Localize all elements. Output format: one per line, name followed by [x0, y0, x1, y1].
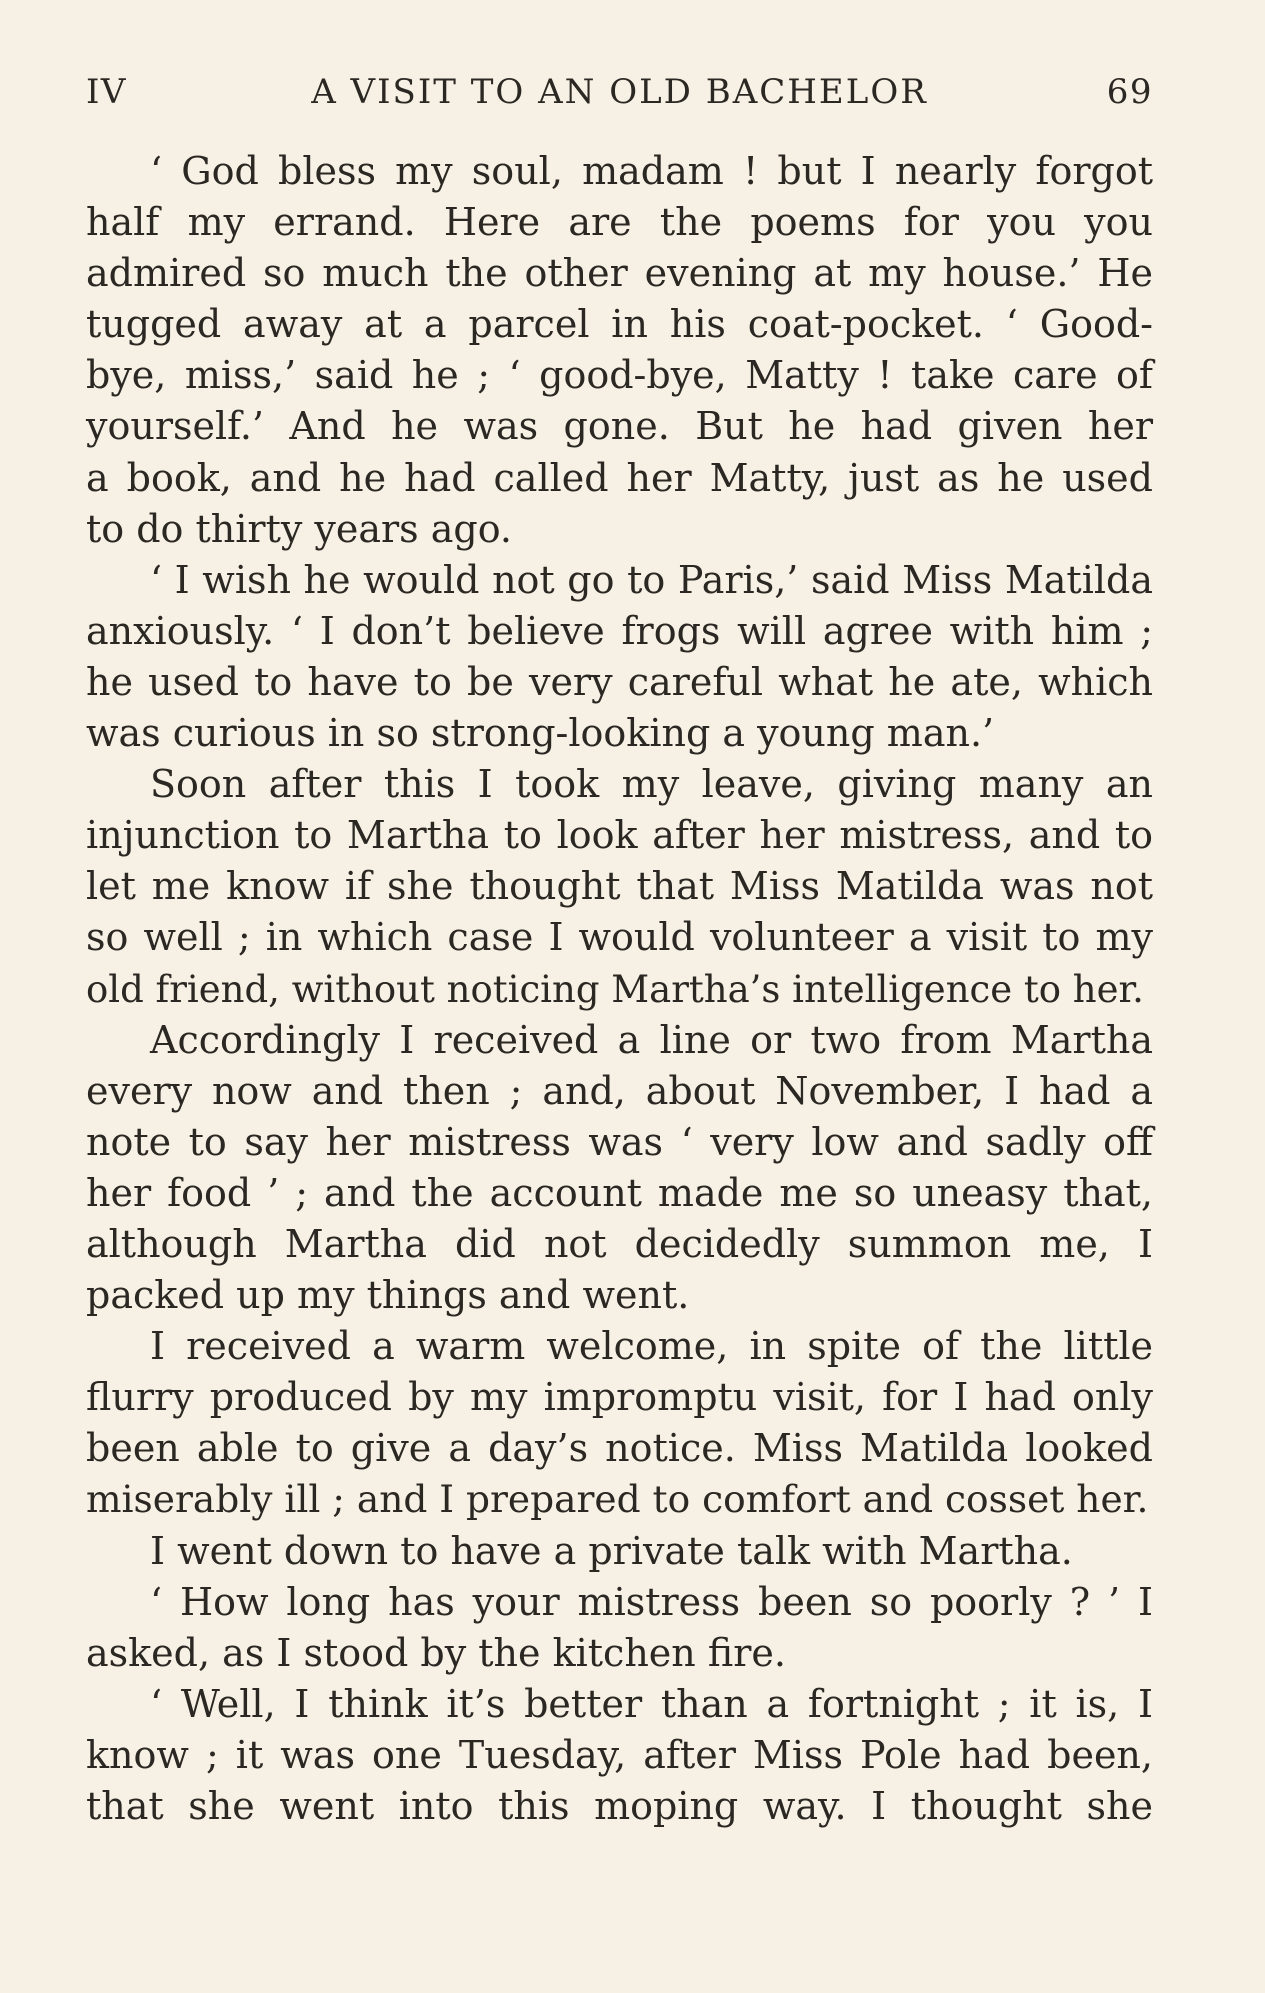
text-line: ‘ I wish he would not go to Paris,’ said Miss Matilda: [150, 557, 1153, 602]
text-line: her food ’ ; and the account made me so uneasy that,: [86, 1170, 1153, 1215]
text-line: Accordingly I received a line or two from Martha: [150, 1017, 1153, 1062]
text-line: miserably ill ; and I prepared to comfort and cosset her.: [86, 1477, 1149, 1522]
running-head: [86, 72, 1153, 122]
page-number: 69: [1106, 72, 1153, 112]
text-line: been able to give a day’s notice. Miss Matilda looked: [86, 1426, 1153, 1471]
text-line: tugged away at a parcel in his coat-pocket. ‘ Good-: [86, 302, 1153, 347]
text-line: that she went into this moping way. I thought she: [86, 1784, 1153, 1828]
text-line: I went down to have a private talk with Martha.: [150, 1528, 1073, 1573]
text-line: every now and then ; and, about November, I had a: [86, 1068, 1153, 1113]
text-line: I received a warm welcome, in spite of the little: [150, 1324, 1153, 1369]
text-line: know ; it was one Tuesday, after Miss Pole had been,: [86, 1732, 1153, 1777]
chapter-number: IV: [86, 72, 127, 112]
text-line: Soon after this I took my leave, giving many an: [150, 762, 1153, 807]
text-line: flurry produced by my impromptu visit, for I had only: [86, 1375, 1153, 1420]
text-line: ‘ God bless my soul, madam ! but I nearly forgot: [150, 149, 1153, 193]
text-line: old friend, without noticing Martha’s intelligence to her.: [86, 967, 1144, 1011]
text-line: ‘ How long has your mistress been so poorly ? ’ I: [150, 1579, 1153, 1624]
text-line: was curious in so strong-looking a young man.’: [86, 711, 995, 756]
body-text: [86, 146, 1153, 1832]
text-line: asked, as I stood by the kitchen fire.: [86, 1630, 786, 1675]
text-line: anxiously. ‘ I don’t believe frogs will agree with him ;: [86, 608, 1153, 653]
running-title: A VISIT TO AN OLD BACHELOR: [311, 72, 928, 112]
text-line: ‘ Well, I think it’s better than a fortnight ; it is, I: [150, 1681, 1153, 1726]
text-line: admired so much the other evening at my house.’ He: [86, 251, 1153, 296]
text-line: injunction to Martha to look after her mistress, and to: [86, 813, 1153, 858]
text-line: note to say her mistress was ‘ very low and sadly off: [86, 1119, 1153, 1164]
text-line: let me know if she thought that Miss Matilda was not: [86, 864, 1153, 909]
text-line: half my errand. Here are the poems for you you: [86, 200, 1153, 245]
text-line: to do thirty years ago.: [86, 506, 513, 551]
text-line: a book, and he had called her Matty, just as he used: [86, 455, 1153, 500]
text-line: bye, miss,’ said he ; ‘ good-bye, Matty ! take care of: [86, 353, 1153, 398]
text-line: he used to have to be very careful what he ate, which: [86, 659, 1153, 704]
text-line: packed up my things and went.: [86, 1273, 690, 1318]
text-line: although Martha did not decidedly summon me, I: [86, 1221, 1153, 1266]
text-line: yourself.’ And he was gone. But he had given her: [86, 404, 1153, 449]
text-line: so well ; in which case I would volunteer a visit to my: [86, 915, 1153, 960]
